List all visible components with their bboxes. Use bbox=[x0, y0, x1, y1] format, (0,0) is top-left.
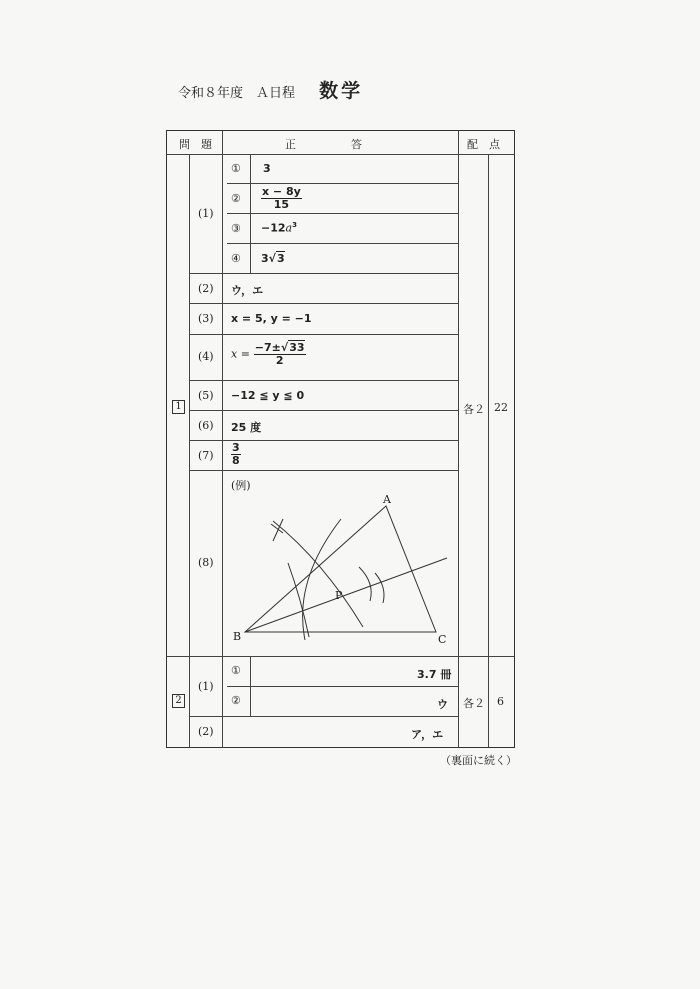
q1-p1-4-coef: 3 bbox=[261, 252, 269, 265]
q1-p1-label: (1) bbox=[198, 207, 214, 220]
q1-p7-answer bbox=[231, 442, 241, 467]
q2-p1-1-mark: ① bbox=[231, 664, 241, 677]
exam-title: 令和８年度 Ａ日程 bbox=[178, 86, 296, 101]
answer-table bbox=[166, 130, 515, 748]
q1-p4-label: (4) bbox=[198, 350, 214, 363]
q1-p4-num-a: −7± bbox=[254, 341, 281, 354]
construction-diagram bbox=[223, 471, 458, 656]
column-answer: 正 答 bbox=[285, 138, 362, 151]
q2-p1-1-answer: 3.7 冊 bbox=[417, 668, 452, 681]
q1-p6-answer: 25 度 bbox=[231, 421, 262, 434]
q2-points-total: 6 bbox=[497, 695, 504, 708]
q1-p1-2-denominator: 15 bbox=[273, 198, 290, 211]
q1-p1-3-prefix: −12 bbox=[261, 221, 286, 235]
construction-arc-2 bbox=[303, 519, 341, 640]
q1-points-each: 各２ bbox=[463, 403, 485, 416]
q1-p7-numerator: 3 bbox=[232, 441, 240, 454]
point-p-label: P bbox=[335, 589, 343, 602]
q1-p1-3-answer bbox=[261, 221, 297, 235]
q1-p3-label: (3) bbox=[198, 312, 214, 325]
q1-p2-label: (2) bbox=[198, 282, 214, 295]
q1-p1-1-answer: 3 bbox=[263, 162, 271, 175]
q1-points-total: 22 bbox=[494, 401, 508, 414]
construction-arc-3 bbox=[288, 563, 309, 637]
q1-p4-denominator: 2 bbox=[275, 354, 284, 367]
question-1-number: 1 bbox=[172, 400, 185, 414]
q1-p1-3-var: a bbox=[285, 221, 293, 235]
vertex-a-label: A bbox=[383, 493, 391, 506]
q1-p1-4-answer: 3√3 bbox=[261, 252, 285, 265]
column-question: 問 題 bbox=[179, 138, 212, 151]
q1-p3-answer: x = 5, y = −1 bbox=[231, 312, 312, 325]
construction-arc-5 bbox=[375, 573, 384, 603]
q1-p1-3-mark: ③ bbox=[231, 222, 241, 235]
q1-p1-2-numerator: x − 8y bbox=[262, 185, 301, 198]
q1-p1-2-answer bbox=[261, 186, 302, 211]
q2-p1-label: (1) bbox=[198, 680, 214, 693]
q1-p1-1-mark: ① bbox=[231, 162, 241, 175]
continued-note: （裏面に続く） bbox=[440, 754, 517, 767]
q1-p4-num-radicand: 33 bbox=[289, 341, 305, 354]
angle-bisector-line bbox=[245, 558, 447, 632]
q1-p4-answer: x = $\frac{-7\pm√33}{2}$ bbox=[231, 341, 305, 367]
q1-p7-denominator: 8 bbox=[232, 454, 240, 467]
q1-p1-3-exp: 3 bbox=[292, 221, 297, 229]
page-header bbox=[178, 76, 363, 103]
q2-p1-2-answer: ウ bbox=[437, 698, 448, 711]
q2-p2-answer: ア，エ bbox=[411, 728, 444, 741]
q2-p2-label: (2) bbox=[198, 725, 214, 738]
vertex-b-label: B bbox=[233, 630, 242, 643]
vertex-c-label: C bbox=[438, 633, 447, 646]
q1-p1-4-mark: ④ bbox=[231, 252, 241, 265]
construction-arc-4 bbox=[359, 567, 371, 601]
column-points: 配 点 bbox=[467, 138, 500, 151]
triangle-abc bbox=[245, 506, 436, 632]
construction-arc-1 bbox=[273, 521, 363, 627]
q1-p4-lhs: x = bbox=[231, 347, 250, 361]
q1-p8-label: (8) bbox=[198, 556, 214, 569]
q2-points-each: 各２ bbox=[463, 697, 485, 710]
q1-p1-4-radicand: 3 bbox=[277, 252, 285, 265]
question-2-number: 2 bbox=[172, 694, 185, 708]
q2-p1-2-mark: ② bbox=[231, 694, 241, 707]
q1-p6-label: (6) bbox=[198, 419, 214, 432]
q1-p2-answer: ウ，エ bbox=[231, 284, 264, 297]
q1-p5-label: (5) bbox=[198, 389, 214, 402]
q1-p1-2-mark: ② bbox=[231, 192, 241, 205]
q1-p5-answer: −12 ≦ y ≦ 0 bbox=[231, 389, 305, 402]
subject-title: 数学 bbox=[319, 80, 364, 102]
q1-p7-label: (7) bbox=[198, 449, 214, 462]
q1-p8-note: (例) bbox=[231, 479, 251, 492]
